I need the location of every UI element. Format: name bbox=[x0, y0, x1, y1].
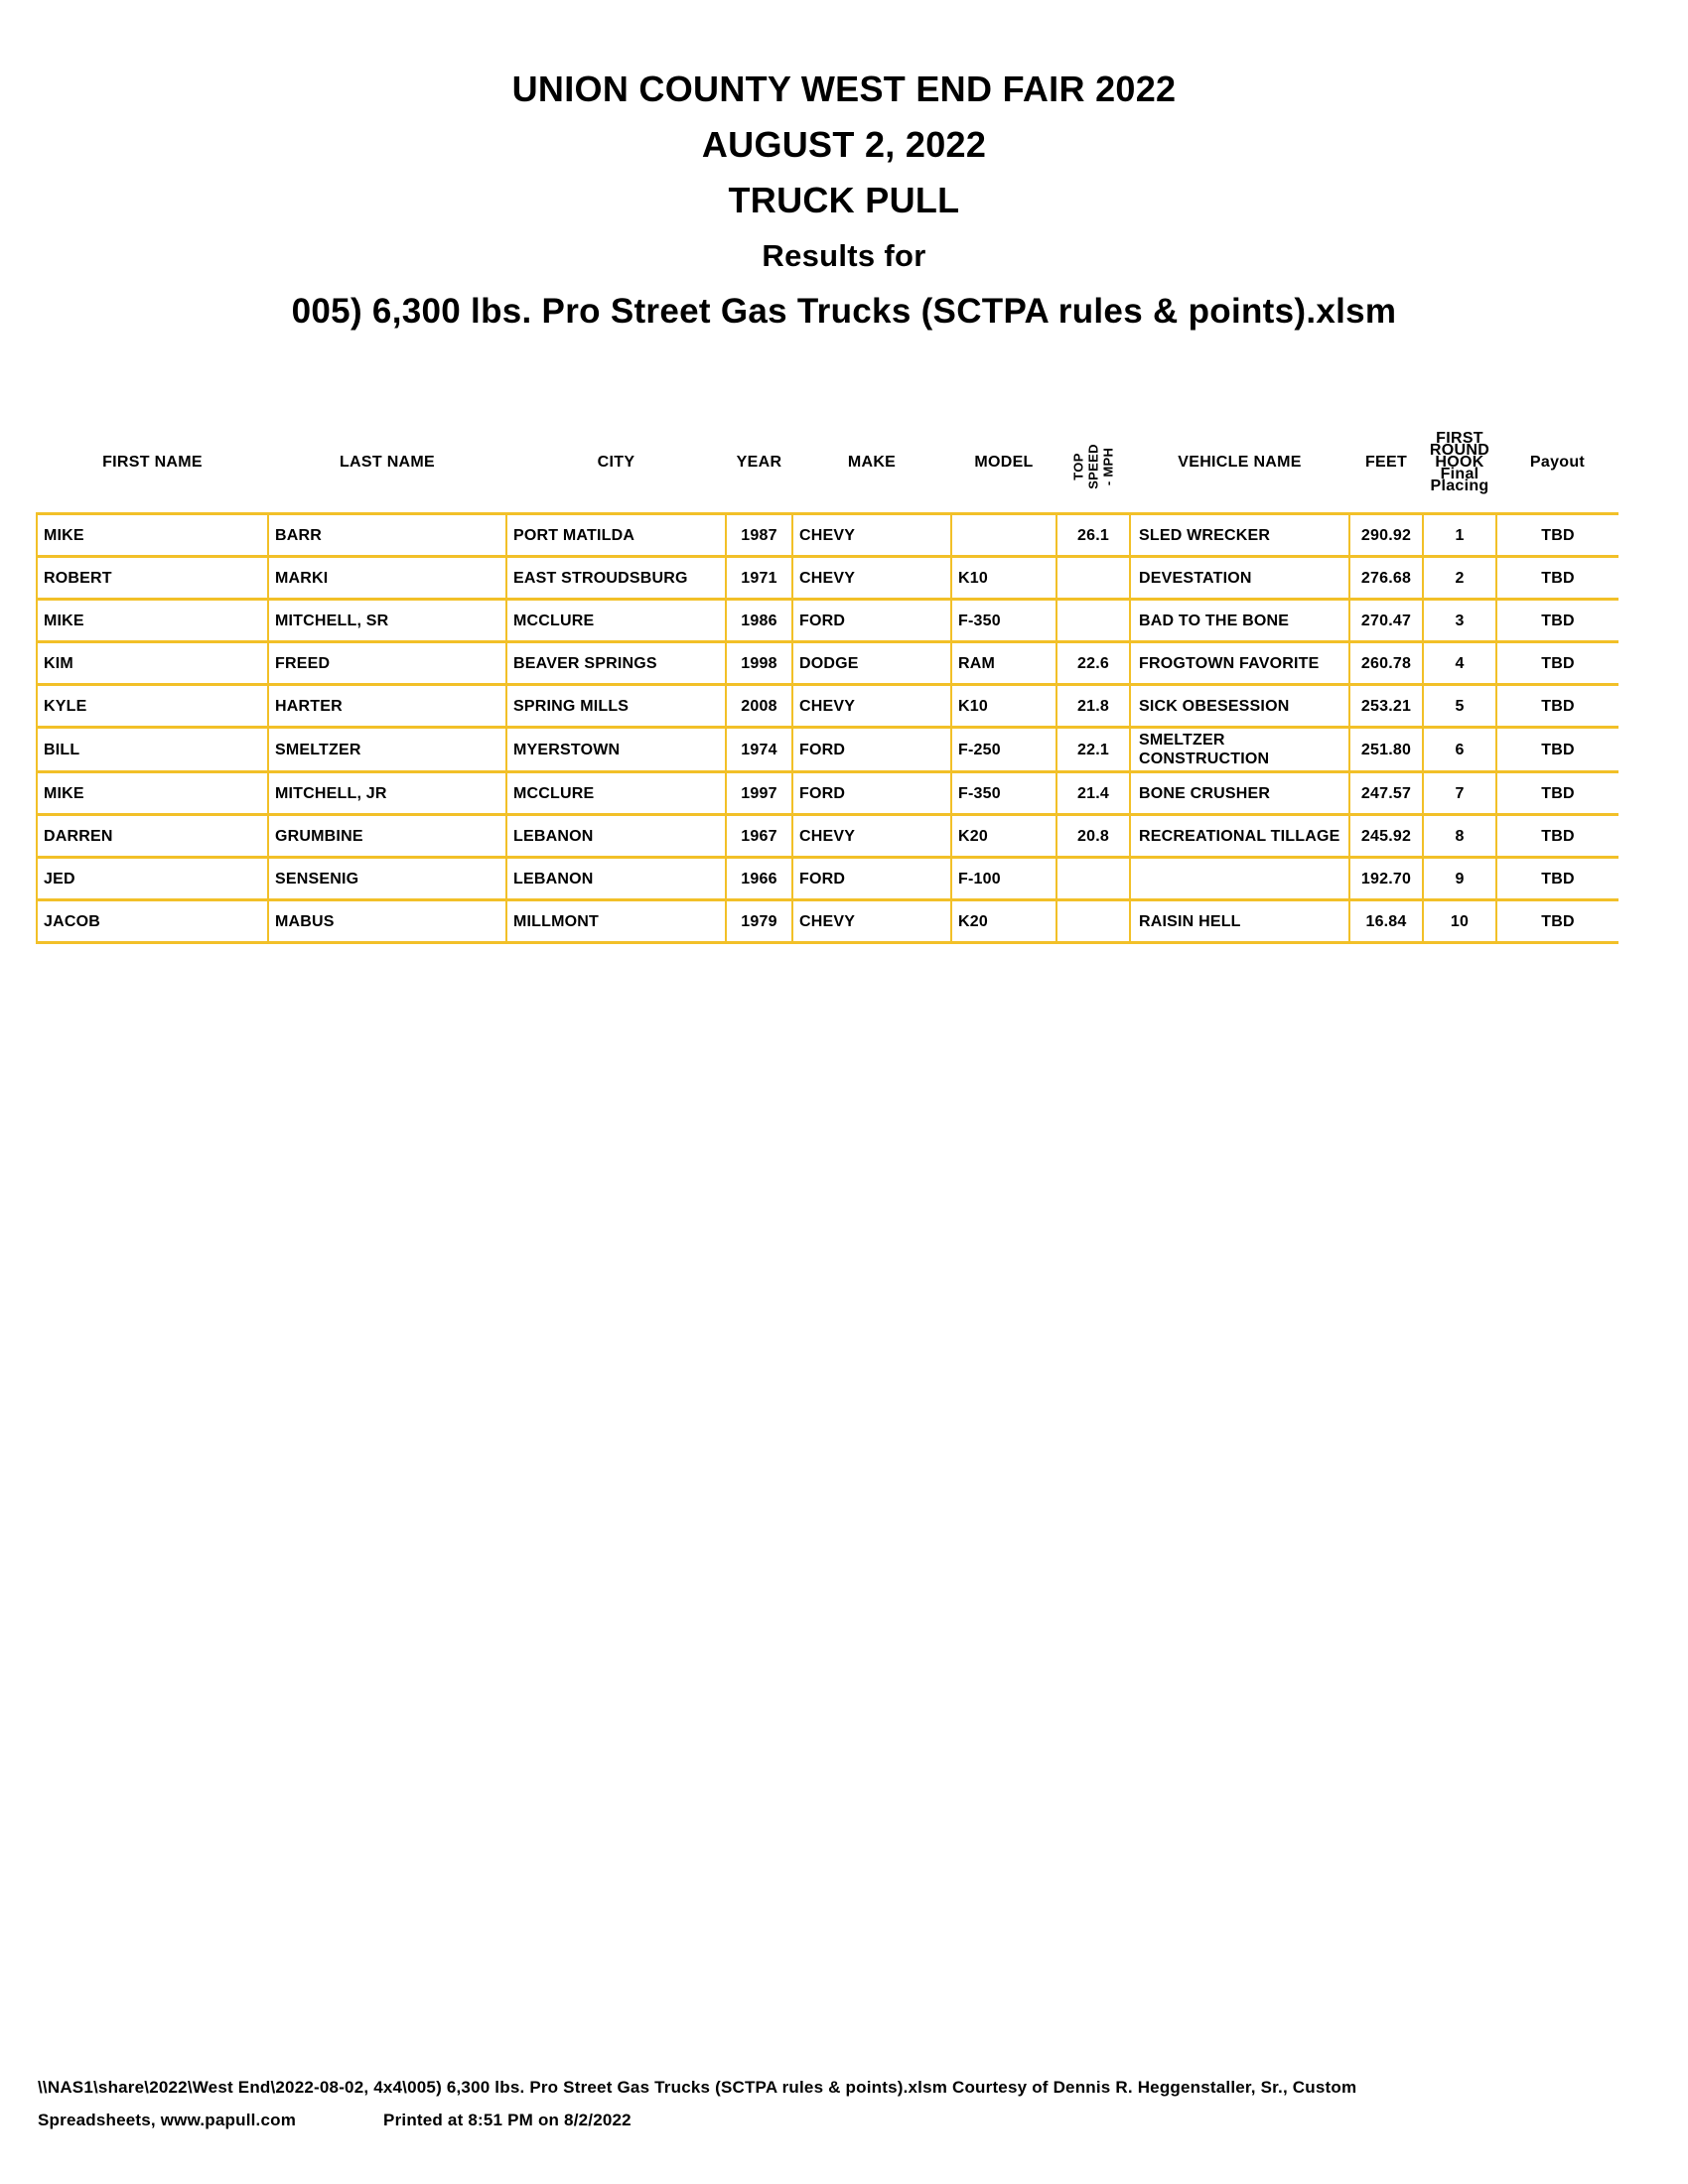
class-file-name: 005) 6,300 lbs. Pro Street Gas Trucks (SCTPA rules & points).xlsm bbox=[291, 292, 1397, 331]
cell-vehicle-name: BAD TO THE BONE bbox=[1130, 600, 1349, 642]
cell-year: 1974 bbox=[726, 728, 792, 772]
cell-first-name: MIKE bbox=[37, 600, 268, 642]
cell-last-name: MITCHELL, SR bbox=[268, 600, 506, 642]
cell-last-name: MITCHELL, JR bbox=[268, 772, 506, 815]
cell-make: DODGE bbox=[792, 642, 951, 685]
cell-first-name: MIKE bbox=[37, 514, 268, 557]
results-tbody bbox=[37, 514, 1618, 943]
cell-year: 1986 bbox=[726, 600, 792, 642]
cell-top-speed: 22.6 bbox=[1056, 642, 1130, 685]
cell-placing: 3 bbox=[1423, 600, 1496, 642]
col-header-make: MAKE bbox=[847, 454, 897, 471]
cell-placing: 5 bbox=[1423, 685, 1496, 728]
results-table bbox=[36, 427, 1618, 944]
top-speed-line-3: - MPH bbox=[1100, 447, 1116, 485]
cell-model: F-350 bbox=[951, 600, 1056, 642]
cell-vehicle-name bbox=[1130, 858, 1349, 900]
cell-vehicle-name: SLED WRECKER bbox=[1130, 514, 1349, 557]
cell-first-name: KIM bbox=[37, 642, 268, 685]
cell-city: MCCLURE bbox=[506, 600, 726, 642]
cell-feet: 276.68 bbox=[1349, 557, 1423, 600]
cell-make: CHEVY bbox=[792, 900, 951, 943]
table-row bbox=[37, 858, 1618, 900]
cell-model: K10 bbox=[951, 685, 1056, 728]
hook-line-2: HOOK bbox=[1435, 454, 1484, 471]
cell-vehicle-name: SMELTZER CONSTRUCTION bbox=[1130, 728, 1349, 772]
fair-title: UNION COUNTY WEST END FAIR 2022 bbox=[511, 68, 1177, 109]
cell-last-name: HARTER bbox=[268, 685, 506, 728]
cell-year: 1979 bbox=[726, 900, 792, 943]
cell-payout: TBD bbox=[1496, 514, 1618, 557]
cell-top-speed: 21.8 bbox=[1056, 685, 1130, 728]
col-header-first-name: FIRST NAME bbox=[102, 454, 203, 471]
cell-make: FORD bbox=[792, 600, 951, 642]
table-row bbox=[37, 815, 1618, 858]
cell-city: LEBANON bbox=[506, 815, 726, 858]
cell-model: K20 bbox=[951, 815, 1056, 858]
cell-first-name: KYLE bbox=[37, 685, 268, 728]
col-header-model: MODEL bbox=[974, 454, 1034, 471]
table-row bbox=[37, 900, 1618, 943]
cell-placing: 1 bbox=[1423, 514, 1496, 557]
cell-payout: TBD bbox=[1496, 772, 1618, 815]
top-speed-vertical-label bbox=[1071, 444, 1116, 489]
cell-vehicle-name: RAISIN HELL bbox=[1130, 900, 1349, 943]
cell-year: 2008 bbox=[726, 685, 792, 728]
cell-year: 1967 bbox=[726, 815, 792, 858]
cell-first-name: BILL bbox=[37, 728, 268, 772]
cell-vehicle-name: RECREATIONAL TILLAGE bbox=[1130, 815, 1349, 858]
col-header-year: YEAR bbox=[736, 454, 782, 471]
cell-feet: 245.92 bbox=[1349, 815, 1423, 858]
page-footer bbox=[38, 2071, 1666, 2136]
table-row bbox=[37, 514, 1618, 557]
cell-first-name: DARREN bbox=[37, 815, 268, 858]
cell-city: BEAVER SPRINGS bbox=[506, 642, 726, 685]
cell-feet: 260.78 bbox=[1349, 642, 1423, 685]
cell-feet: 16.84 bbox=[1349, 900, 1423, 943]
cell-last-name: SMELTZER bbox=[268, 728, 506, 772]
event-type: TRUCK PULL bbox=[728, 180, 960, 220]
cell-vehicle-name: DEVESTATION bbox=[1130, 557, 1349, 600]
cell-year: 1997 bbox=[726, 772, 792, 815]
cell-model: K20 bbox=[951, 900, 1056, 943]
cell-make: CHEVY bbox=[792, 815, 951, 858]
col-header-first-round-hook bbox=[1423, 427, 1496, 514]
cell-payout: TBD bbox=[1496, 728, 1618, 772]
cell-model: F-100 bbox=[951, 858, 1056, 900]
cell-top-speed bbox=[1056, 600, 1130, 642]
top-speed-line-1: TOP bbox=[1070, 452, 1086, 480]
cell-last-name: GRUMBINE bbox=[268, 815, 506, 858]
cell-feet: 270.47 bbox=[1349, 600, 1423, 642]
col-header-last-name: LAST NAME bbox=[339, 454, 436, 471]
cell-model: F-250 bbox=[951, 728, 1056, 772]
cell-city: LEBANON bbox=[506, 858, 726, 900]
cell-placing: 4 bbox=[1423, 642, 1496, 685]
cell-top-speed bbox=[1056, 557, 1130, 600]
cell-first-name: JACOB bbox=[37, 900, 268, 943]
cell-vehicle-name: BONE CRUSHER bbox=[1130, 772, 1349, 815]
table-row bbox=[37, 685, 1618, 728]
event-date: AUGUST 2, 2022 bbox=[701, 124, 987, 165]
cell-placing: 6 bbox=[1423, 728, 1496, 772]
cell-first-name: JED bbox=[37, 858, 268, 900]
cell-city: SPRING MILLS bbox=[506, 685, 726, 728]
cell-top-speed bbox=[1056, 858, 1130, 900]
col-header-payout: Payout bbox=[1529, 454, 1586, 471]
col-header-city: CITY bbox=[597, 454, 635, 471]
cell-placing: 8 bbox=[1423, 815, 1496, 858]
cell-make: FORD bbox=[792, 858, 951, 900]
cell-placing: 10 bbox=[1423, 900, 1496, 943]
cell-city: PORT MATILDA bbox=[506, 514, 726, 557]
hook-line-1: FIRST ROUND bbox=[1429, 430, 1490, 459]
cell-vehicle-name: FROGTOWN FAVORITE bbox=[1130, 642, 1349, 685]
cell-model: F-350 bbox=[951, 772, 1056, 815]
cell-feet: 251.80 bbox=[1349, 728, 1423, 772]
cell-first-name: ROBERT bbox=[37, 557, 268, 600]
table-row bbox=[37, 772, 1618, 815]
table-row bbox=[37, 728, 1618, 772]
cell-last-name: BARR bbox=[268, 514, 506, 557]
cell-city: MYERSTOWN bbox=[506, 728, 726, 772]
cell-last-name: MABUS bbox=[268, 900, 506, 943]
cell-placing: 2 bbox=[1423, 557, 1496, 600]
cell-feet: 290.92 bbox=[1349, 514, 1423, 557]
cell-top-speed: 20.8 bbox=[1056, 815, 1130, 858]
cell-make: FORD bbox=[792, 728, 951, 772]
cell-year: 1987 bbox=[726, 514, 792, 557]
cell-year: 1998 bbox=[726, 642, 792, 685]
cell-payout: TBD bbox=[1496, 900, 1618, 943]
cell-model: K10 bbox=[951, 557, 1056, 600]
cell-year: 1971 bbox=[726, 557, 792, 600]
cell-year: 1966 bbox=[726, 858, 792, 900]
cell-model: RAM bbox=[951, 642, 1056, 685]
cell-top-speed: 22.1 bbox=[1056, 728, 1130, 772]
col-header-vehicle-name: VEHICLE NAME bbox=[1178, 454, 1302, 471]
cell-feet: 192.70 bbox=[1349, 858, 1423, 900]
cell-vehicle-name: SICK OBESESSION bbox=[1130, 685, 1349, 728]
cell-city: EAST STROUDSBURG bbox=[506, 557, 726, 600]
cell-top-speed: 21.4 bbox=[1056, 772, 1130, 815]
cell-last-name: FREED bbox=[268, 642, 506, 685]
cell-payout: TBD bbox=[1496, 642, 1618, 685]
cell-payout: TBD bbox=[1496, 685, 1618, 728]
footer-website: Spreadsheets, www.papull.com bbox=[38, 2111, 297, 2129]
cell-make: CHEVY bbox=[792, 557, 951, 600]
cell-last-name: MARKI bbox=[268, 557, 506, 600]
report-header bbox=[0, 62, 1688, 340]
cell-first-name: MIKE bbox=[37, 772, 268, 815]
results-for-label: Results for bbox=[762, 238, 926, 273]
cell-payout: TBD bbox=[1496, 815, 1618, 858]
cell-placing: 9 bbox=[1423, 858, 1496, 900]
cell-payout: TBD bbox=[1496, 600, 1618, 642]
cell-model bbox=[951, 514, 1056, 557]
cell-city: MILLMONT bbox=[506, 900, 726, 943]
cell-last-name: SENSENIG bbox=[268, 858, 506, 900]
cell-make: FORD bbox=[792, 772, 951, 815]
header-row bbox=[37, 427, 1618, 514]
table-row bbox=[37, 600, 1618, 642]
footer-printed-timestamp: Printed at 8:51 PM on 8/2/2022 bbox=[383, 2111, 632, 2129]
cell-city: MCCLURE bbox=[506, 772, 726, 815]
col-header-feet: FEET bbox=[1364, 454, 1408, 471]
table-row bbox=[37, 557, 1618, 600]
cell-make: CHEVY bbox=[792, 685, 951, 728]
table-header bbox=[37, 427, 1618, 514]
cell-top-speed bbox=[1056, 900, 1130, 943]
hook-line-3: Final Placing bbox=[1430, 466, 1489, 494]
table-row bbox=[37, 642, 1618, 685]
cell-payout: TBD bbox=[1496, 557, 1618, 600]
footer-file-path: \\NAS1\share\2022\West End\2022-08-02, 4x4\005) 6,300 lbs. Pro Street Gas Trucks (SCTPA rules & points).xlsm Courtesy of Dennis R. Heggenstaller, Sr., Custom bbox=[38, 2078, 1357, 2097]
footer-second-line bbox=[38, 2104, 1666, 2136]
top-speed-line-2: SPEED bbox=[1085, 443, 1101, 489]
cell-feet: 253.21 bbox=[1349, 685, 1423, 728]
cell-feet: 247.57 bbox=[1349, 772, 1423, 815]
cell-make: CHEVY bbox=[792, 514, 951, 557]
cell-top-speed: 26.1 bbox=[1056, 514, 1130, 557]
cell-payout: TBD bbox=[1496, 858, 1618, 900]
cell-placing: 7 bbox=[1423, 772, 1496, 815]
col-header-top-speed bbox=[1056, 427, 1130, 514]
